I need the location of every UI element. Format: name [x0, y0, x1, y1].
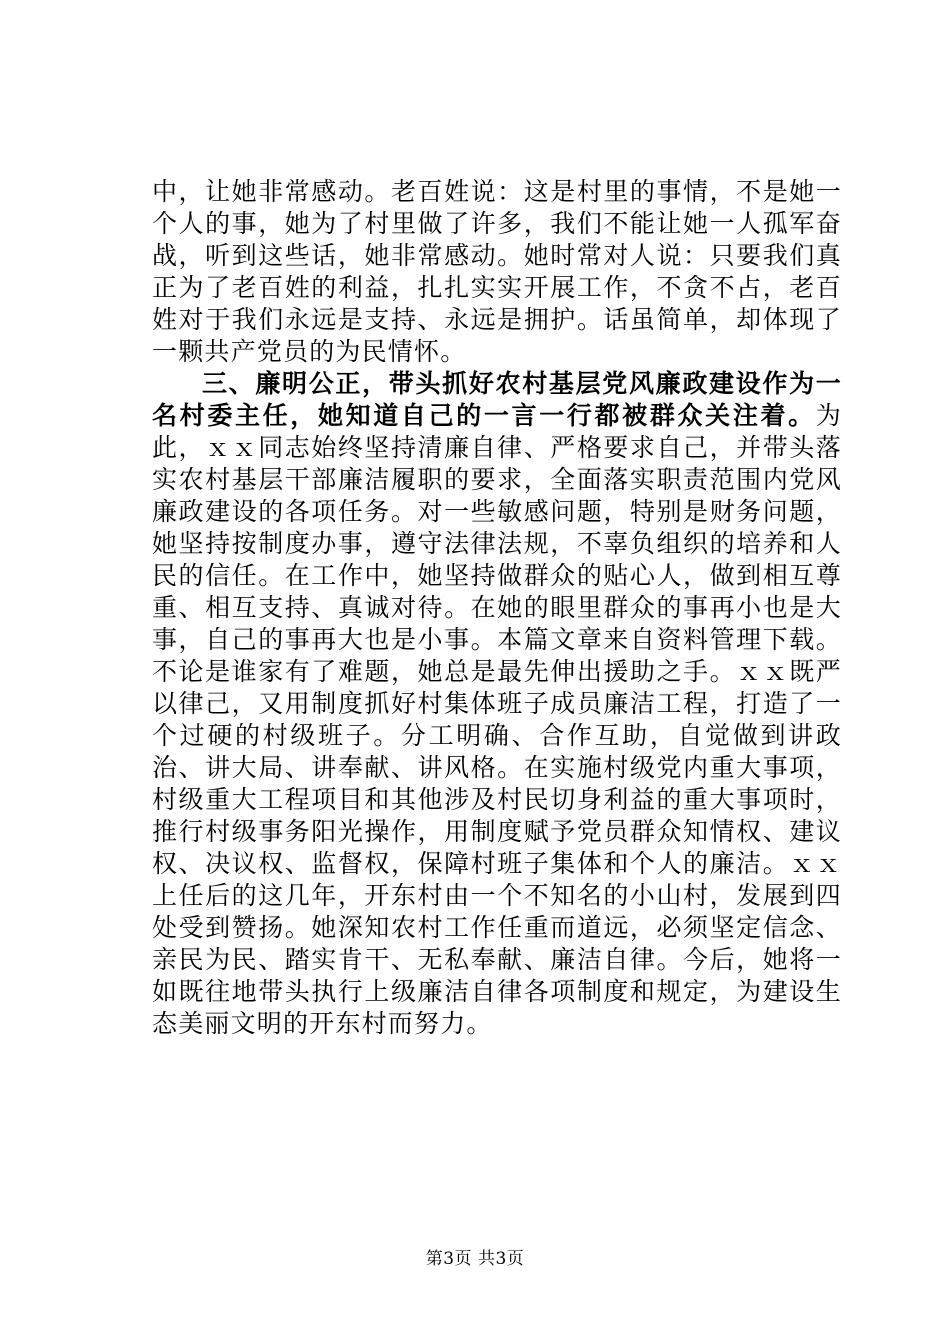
section-paragraph: [152, 368, 842, 1040]
page-footer: [0, 1244, 950, 1269]
continued-paragraph: 中，让她非常感动。老百姓说：这是村里的事情，不是她一个人的事，她为了村里做了许多，我们不能让她一人孤军奋战，听到这些话，她非常感动。她时常对人说：只要我们真正为了老百姓的利益，扎扎实实开展工作，不贪不占，老百姓对于我们永远是支持、永远是拥护。话虽简单，却体现了一颗共产党员的为民情怀。: [152, 177, 842, 366]
section-heading: 三、廉明公正，带头抓好农村基层党风廉政建设作为一名村委主任，她知道自己的一言一行都被群众关注着。: [152, 369, 842, 430]
section-body: 为此，ｘｘ同志始终坚持清廉自律、严格要求自己，并带头落实农村基层干部廉洁履职的要求，全面落实职责范围内党风廉政建设的各项任务。对一些敏感问题，特别是财务问题，她坚持按制度办事，遵守法律法规，不辜负组织的培养和人民的信任。在工作中，她坚持做群众的贴心人，做到相互尊重、相互支持、真诚对待。在她的眼里群众的事再小也是大事，自己的事再大也是小事。本篇文章来自资料管理下载。不论是谁家有了难题，她总是最先伸出援助之手。ｘｘ既严以律己，又用制度抓好村集体班子成员廉洁工程，打造了一个过硬的村级班子。分工明确、合作互助，自觉做到讲政治、讲大局、讲奉献、讲风格。在实施村级党内重大事项，村级重大工程项目和其他涉及村民切身利益的重大事项时，推行村级事务阳光操作，用制度赋予党员群众知情权、建议权、决议权、监督权，保障村班子集体和个人的廉洁。ｘｘ上任后的这几年，开东村由一个不知名的小山村，发展到四处受到赞扬。她深知农村工作任重而道远，必须坚定信念、亲民为民、踏实肯干、无私奉献、廉洁自律。今后，她将一如既往地带头执行上级廉洁自律各项制度和规定，为建设生态美丽文明的开东村而努力。: [152, 401, 842, 1038]
page-indicator: 第3页 共3页: [425, 1249, 525, 1269]
document-body: [152, 176, 842, 1040]
